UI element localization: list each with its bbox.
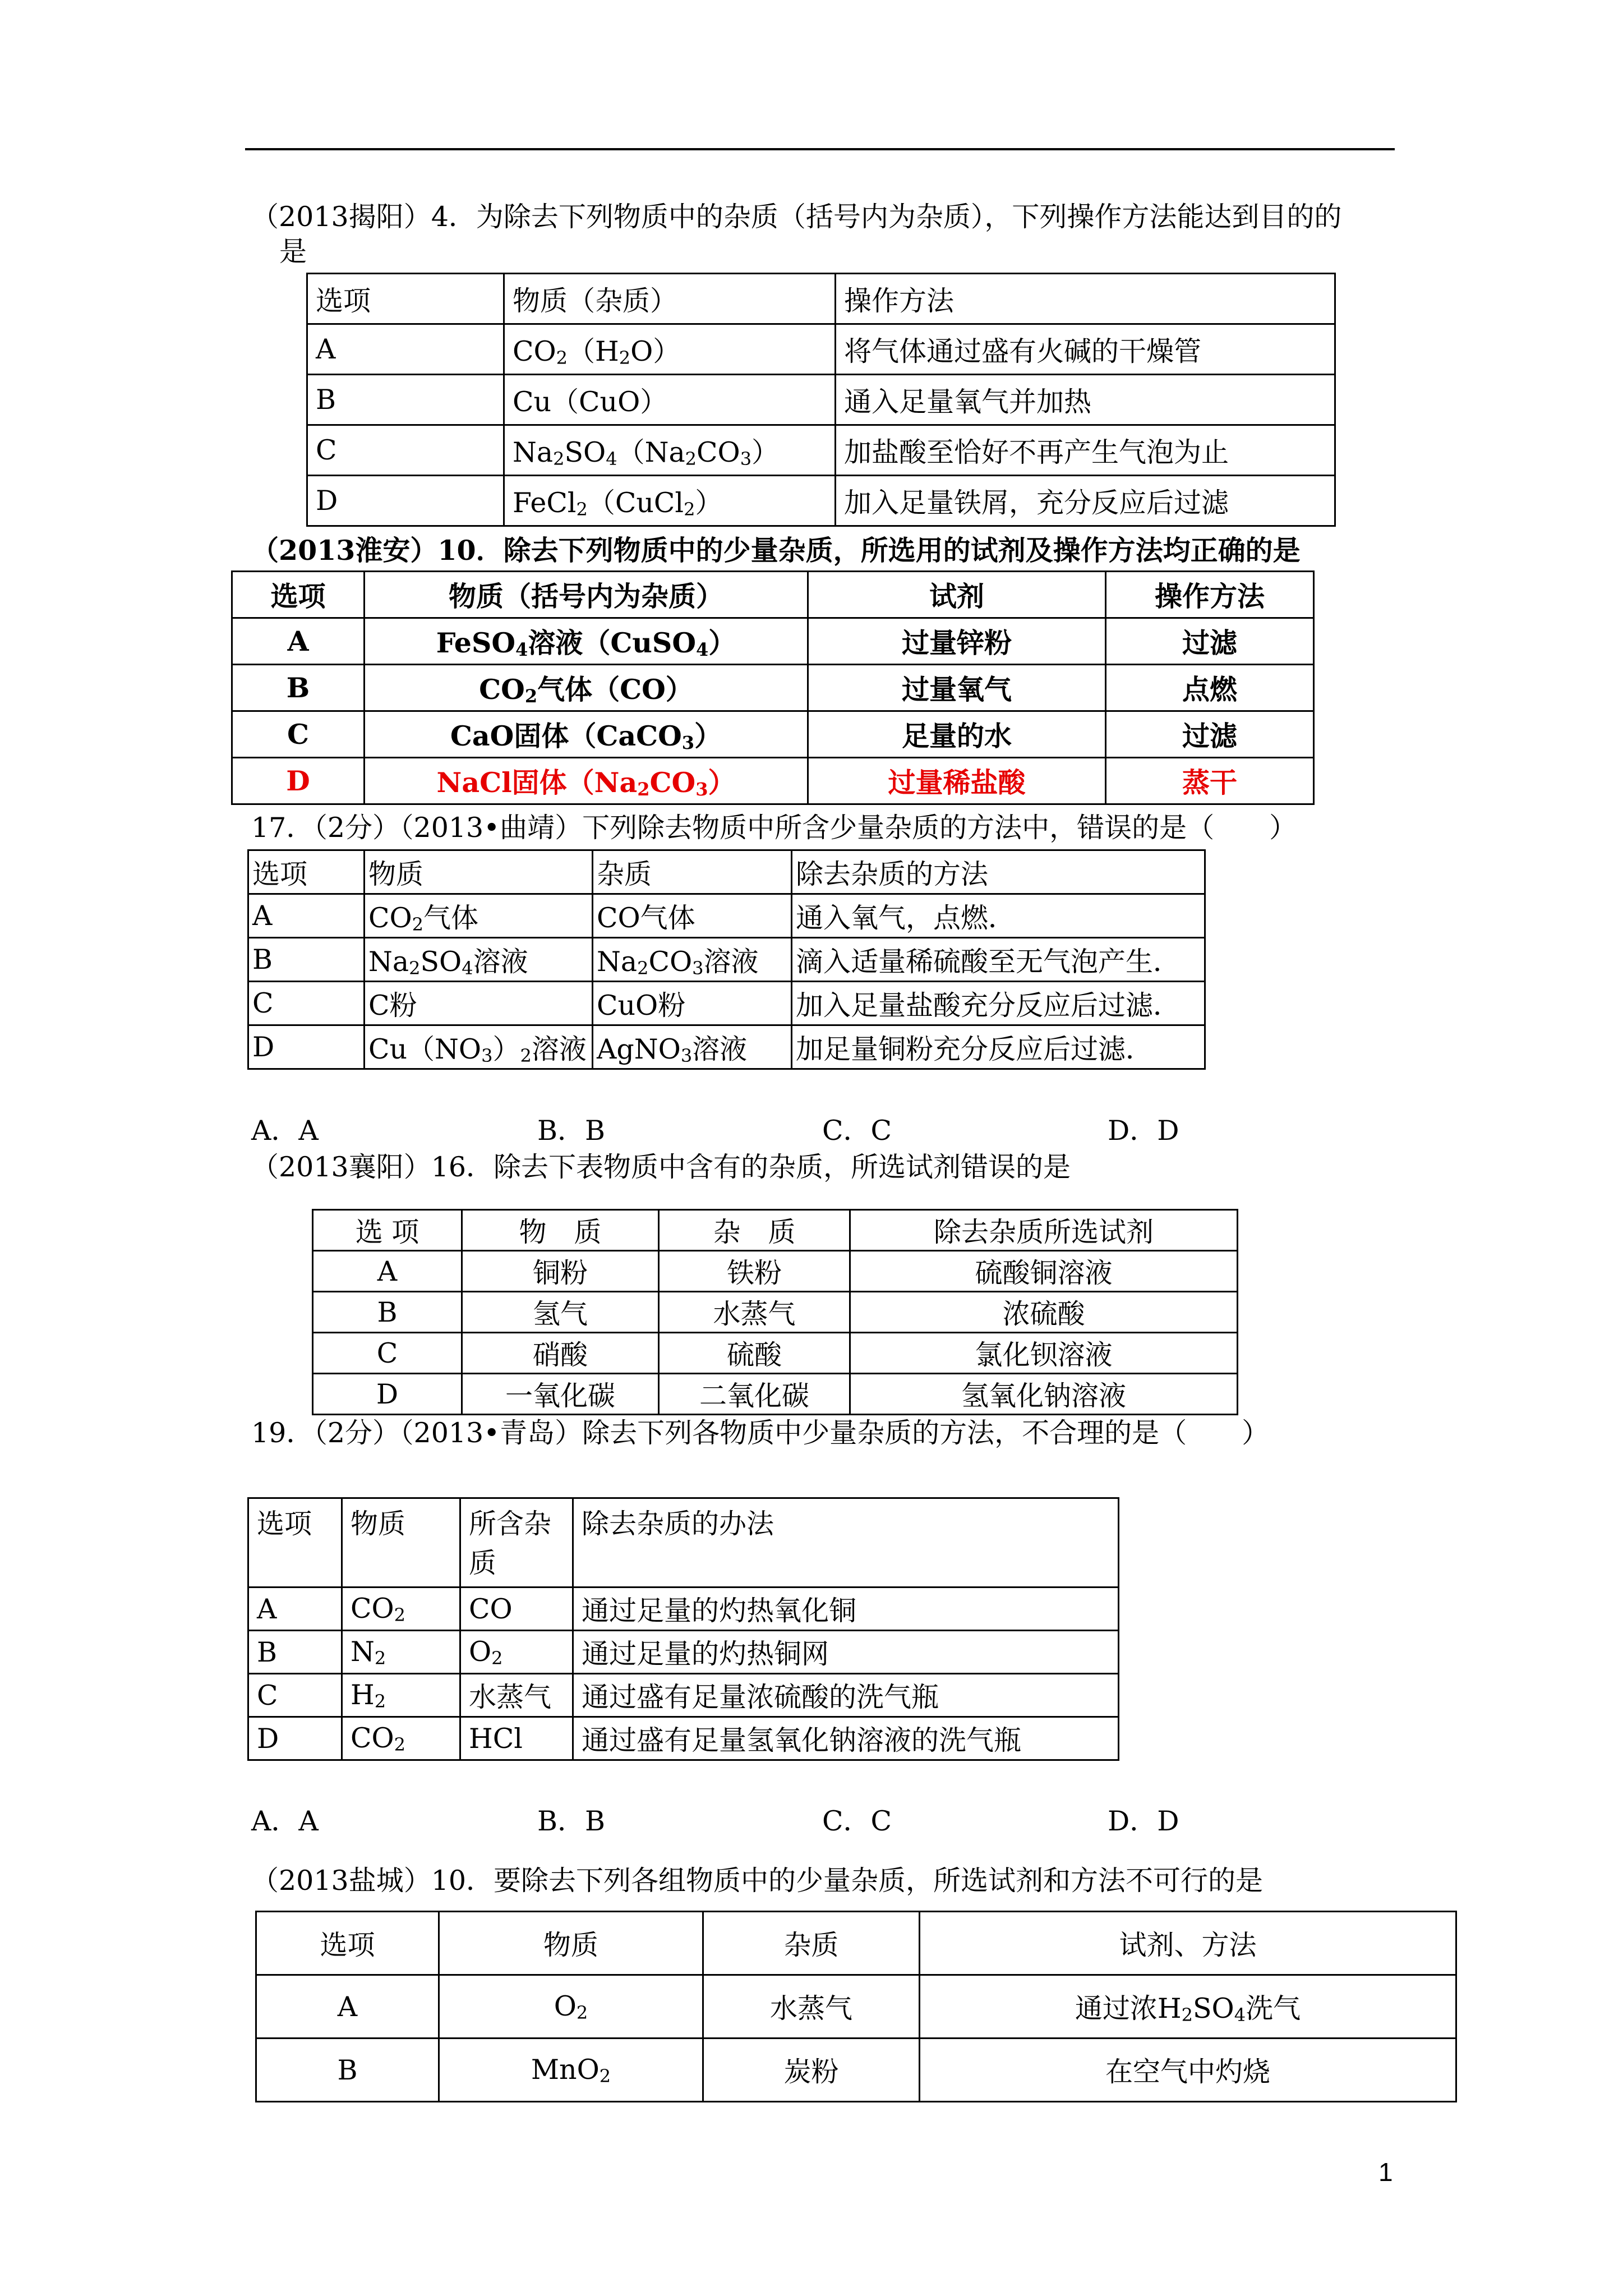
q3-table xyxy=(247,849,1206,1070)
q3-title: 17．（2分）（2013•曲靖）下列除去物质中所含少量杂质的方法中，错误的是（ ） xyxy=(251,812,1297,844)
table-cell: A xyxy=(307,324,504,375)
table-cell: C xyxy=(307,425,504,476)
table-header-cell: 除去杂质的方法 xyxy=(792,850,1205,894)
table-cell: $H_2$ xyxy=(342,1674,460,1717)
table-row xyxy=(256,1975,1456,2039)
table-cell: 二氧化碳 xyxy=(659,1374,850,1415)
table-cell: 通过浓$H_2SO_4$洗气 xyxy=(920,1975,1456,2039)
table-cell: B xyxy=(307,375,504,425)
table-header-cell: 选项 xyxy=(248,850,365,894)
table-cell: C xyxy=(313,1333,462,1374)
q3-choice-d[interactable]: D．D xyxy=(1108,1115,1179,1147)
q6-title: （2013盐城）10．要除去下列各组物质中的少量杂质，所选试剂和方法不可行的是 xyxy=(251,1865,1264,1897)
q5-table xyxy=(247,1497,1119,1761)
q3-choice-c[interactable]: C．C xyxy=(822,1115,892,1147)
table-header-cell: 物 质 xyxy=(462,1210,659,1251)
q5-choice-a[interactable]: A．A xyxy=(251,1805,319,1837)
table-cell: 足量的水 xyxy=(808,711,1106,758)
table-cell: $CO_2$气体（CO） xyxy=(365,665,808,711)
table-header-cell: 选项 xyxy=(307,274,504,324)
table-cell: B xyxy=(256,2039,439,2102)
q3-choices xyxy=(251,1114,1177,1148)
table-cell: 氢气 xyxy=(462,1292,659,1333)
table-cell: $CO_2$ xyxy=(342,1717,460,1760)
table-cell: 加入足量盐酸充分反应后过滤． xyxy=(792,982,1205,1025)
table-header-cell: 物质 xyxy=(439,1912,703,1975)
table-cell: 通过盛有足量氢氧化钠溶液的洗气瓶 xyxy=(573,1717,1119,1760)
q5-choices xyxy=(251,1804,1177,1839)
table-header-row xyxy=(307,274,1335,324)
q5-title: 19．（2分）（2013•青岛）除去下列各物质中少量杂质的方法，不合理的是（ ） xyxy=(251,1417,1270,1449)
table-cell: CO xyxy=(460,1588,573,1631)
table-row xyxy=(248,1674,1119,1717)
table-cell: 通入氧气，点燃． xyxy=(792,894,1205,938)
q2-title: （2013淮安）10．除去下列物质中的少量杂质，所选用的试剂及操作方法均正确的是 xyxy=(251,534,1301,567)
q3-choice-a[interactable]: A．A xyxy=(251,1115,319,1147)
table-cell: 氯化钡溶液 xyxy=(850,1333,1238,1374)
table-header-cell: 操作方法 xyxy=(1106,572,1314,618)
table-cell: $O_2$ xyxy=(460,1631,573,1674)
table-header-cell: 物质（杂质） xyxy=(504,274,836,324)
table-row xyxy=(232,665,1314,711)
table-cell: 过量稀盐酸 xyxy=(808,758,1106,804)
table-header-cell: 物质 xyxy=(342,1498,460,1588)
table-header-cell: 杂质 xyxy=(593,850,792,894)
q5-choice-b[interactable]: B．B xyxy=(537,1805,606,1837)
table-cell: 过滤 xyxy=(1106,711,1314,758)
table-cell: C xyxy=(248,1674,342,1717)
table-row xyxy=(313,1333,1238,1374)
table-cell: 氢氧化钠溶液 xyxy=(850,1374,1238,1415)
table-cell: $CO_2$气体 xyxy=(365,894,593,938)
table-row xyxy=(307,476,1335,526)
q6-table xyxy=(255,1911,1457,2102)
table-cell: $N_2$ xyxy=(342,1631,460,1674)
table-cell: Cu（CuO） xyxy=(504,375,836,425)
table-cell: 硫酸铜溶液 xyxy=(850,1251,1238,1292)
table-header-cell: 试剂 xyxy=(808,572,1106,618)
table-cell: 蒸干 xyxy=(1106,758,1314,804)
table-cell: 在空气中灼烧 xyxy=(920,2039,1456,2102)
table-cell: 加盐酸至恰好不再产生气泡为止 xyxy=(836,425,1335,476)
table-cell: C xyxy=(232,711,365,758)
table-cell: B xyxy=(232,665,365,711)
table-cell: B xyxy=(248,938,365,982)
table-cell: 加入足量铁屑，充分反应后过滤 xyxy=(836,476,1335,526)
table-cell: 加足量铜粉充分反应后过滤． xyxy=(792,1025,1205,1069)
table-cell: 水蒸气 xyxy=(659,1292,850,1333)
table-cell: 通过盛有足量浓硫酸的洗气瓶 xyxy=(573,1674,1119,1717)
table-cell: 将气体通过盛有火碱的干燥管 xyxy=(836,324,1335,375)
table-header-row xyxy=(248,1498,1119,1588)
table-cell: 过滤 xyxy=(1106,618,1314,665)
table-header-cell: 物质 xyxy=(365,850,593,894)
table-cell: D xyxy=(248,1717,342,1760)
table-cell: D xyxy=(307,476,504,526)
table-header-cell: 选项 xyxy=(256,1912,439,1975)
table-cell: 水蒸气 xyxy=(703,1975,920,2039)
table-cell: D xyxy=(232,758,365,804)
table-row xyxy=(248,1588,1119,1631)
table-cell: A xyxy=(232,618,365,665)
table-row xyxy=(232,711,1314,758)
table-header-cell: 所含杂 质 xyxy=(460,1498,573,1588)
table-cell: $Na_2SO_4$溶液 xyxy=(365,938,593,982)
table-cell: 过量锌粉 xyxy=(808,618,1106,665)
table-cell: A xyxy=(248,1588,342,1631)
table-cell: $CO_2$ xyxy=(342,1588,460,1631)
table-cell: 硝酸 xyxy=(462,1333,659,1374)
table-cell: 通过足量的灼热铜网 xyxy=(573,1631,1119,1674)
table-cell: 炭粉 xyxy=(703,2039,920,2102)
table-header-row xyxy=(256,1912,1456,1975)
table-row xyxy=(313,1292,1238,1333)
q1-title-cont: 是 xyxy=(279,236,307,268)
table-row xyxy=(248,1025,1205,1069)
table-cell: C粉 xyxy=(365,982,593,1025)
table-cell: B xyxy=(313,1292,462,1333)
table-row xyxy=(256,2039,1456,2102)
table-header-cell: 操作方法 xyxy=(836,274,1335,324)
table-header-cell: 除去杂质的办法 xyxy=(573,1498,1119,1588)
page-number: 1 xyxy=(1378,2157,1393,2187)
table-header-cell: 物质（括号内为杂质） xyxy=(365,572,808,618)
table-row xyxy=(232,618,1314,665)
table-row xyxy=(248,938,1205,982)
table-cell: 水蒸气 xyxy=(460,1674,573,1717)
q1-title: （2013揭阳）4．为除去下列物质中的杂质（括号内为杂质），下列操作方法能达到目的的 xyxy=(251,201,1342,233)
table-cell: B xyxy=(248,1631,342,1674)
table-row xyxy=(232,758,1314,804)
table-cell: FeSO$_4$溶液（CuSO$_4$） xyxy=(365,618,808,665)
table-row xyxy=(248,982,1205,1025)
table-row xyxy=(248,894,1205,938)
table-cell: AgNO$_3$溶液 xyxy=(593,1025,792,1069)
table-header-cell: 除去杂质所选试剂 xyxy=(850,1210,1238,1251)
table-cell: NaCl固体$(Na_2CO_3)$ xyxy=(365,758,808,804)
q1-table xyxy=(306,273,1336,527)
table-cell: CuO粉 xyxy=(593,982,792,1025)
table-cell: 通入足量氧气并加热 xyxy=(836,375,1335,425)
table-cell: 一氧化碳 xyxy=(462,1374,659,1415)
table-row xyxy=(307,375,1335,425)
table-row xyxy=(313,1251,1238,1292)
table-cell: 过量氧气 xyxy=(808,665,1106,711)
table-cell: C xyxy=(248,982,365,1025)
table-cell: A xyxy=(248,894,365,938)
table-row xyxy=(313,1374,1238,1415)
table-header-cell: 试剂、方法 xyxy=(920,1912,1456,1975)
table-cell: 滴入适量稀硫酸至无气泡产生． xyxy=(792,938,1205,982)
q4-title: （2013襄阳）16．除去下表物质中含有的杂质，所选试剂错误的是 xyxy=(251,1151,1071,1183)
table-cell: 铜粉 xyxy=(462,1251,659,1292)
table-header-cell: 选项 xyxy=(232,572,365,618)
table-cell: 铁粉 xyxy=(659,1251,850,1292)
q4-table xyxy=(312,1209,1238,1415)
table-cell: A xyxy=(313,1251,462,1292)
table-cell: FeCl$_2$（CuCl$_2$） xyxy=(504,476,836,526)
table-row xyxy=(307,324,1335,375)
q2-table xyxy=(231,570,1315,805)
q3-choice-b[interactable]: B．B xyxy=(537,1115,606,1147)
table-cell: D xyxy=(313,1374,462,1415)
header-rule xyxy=(245,148,1395,150)
table-header-cell: 选项 xyxy=(248,1498,342,1588)
table-cell: 硫酸 xyxy=(659,1333,850,1374)
table-cell: 通过足量的灼热氧化铜 xyxy=(573,1588,1119,1631)
q5-choice-c[interactable]: C．C xyxy=(822,1805,892,1837)
table-header-row xyxy=(248,850,1205,894)
table-cell: HCl xyxy=(460,1717,573,1760)
q5-choice-d[interactable]: D．D xyxy=(1108,1805,1179,1837)
table-row xyxy=(307,425,1335,476)
table-cell: 点燃 xyxy=(1106,665,1314,711)
table-cell: $CO_2(H_2O)$ xyxy=(504,324,836,375)
table-cell: A xyxy=(256,1975,439,2039)
table-header-cell: 杂质 xyxy=(703,1912,920,1975)
table-header-row xyxy=(313,1210,1238,1251)
table-cell: D xyxy=(248,1025,365,1069)
table-cell: CO气体 xyxy=(593,894,792,938)
table-row xyxy=(248,1717,1119,1760)
table-cell: $Na_2SO_4(Na_2CO_3)$ xyxy=(504,425,836,476)
table-row xyxy=(248,1631,1119,1674)
table-header-row xyxy=(232,572,1314,618)
table-header-cell: 杂 质 xyxy=(659,1210,850,1251)
table-cell: $Cu(NO_3)_2$溶液 xyxy=(365,1025,593,1069)
table-cell: $Na_2CO_3$溶液 xyxy=(593,938,792,982)
table-cell: MnO$_2$ xyxy=(439,2039,703,2102)
table-cell: 浓硫酸 xyxy=(850,1292,1238,1333)
table-cell: CaO固体（CaCO$_3$） xyxy=(365,711,808,758)
table-header-cell: 选 项 xyxy=(313,1210,462,1251)
table-cell: $O_2$ xyxy=(439,1975,703,2039)
